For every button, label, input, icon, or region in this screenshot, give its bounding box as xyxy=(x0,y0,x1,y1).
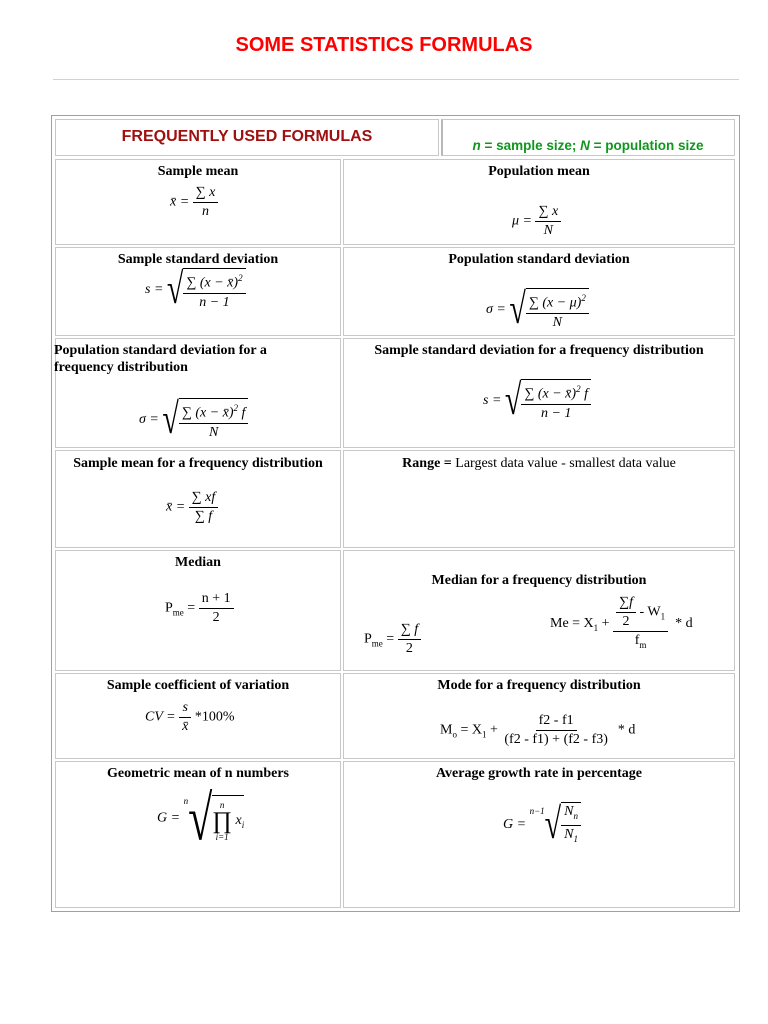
label-median-freq: Median for a frequency distribution xyxy=(431,573,647,588)
size-legend: n = sample size; N = population size xyxy=(472,138,704,153)
label-population-mean: Population mean xyxy=(488,164,590,179)
label-avg-growth: Average growth rate in percentage xyxy=(435,766,643,781)
formula-sample-mean: x̄ = $\frac{\sum x}{n}$ xyxy=(170,184,218,221)
label-median: Median xyxy=(175,555,221,570)
formula-sample-sd-freq: s = √ $\frac{\sum (x - x̄)^2 f}{n - 1}$ xyxy=(483,379,591,423)
label-range: Range = Largest data value - smallest data value xyxy=(402,456,676,471)
label-population-sd: Population standard deviation xyxy=(448,252,630,267)
label-sample-mean: Sample mean xyxy=(157,164,239,179)
label-sample-sd-freq: Sample standard deviation for a frequency distribution xyxy=(374,343,704,358)
formula-median-freq-pme: $P_{me}$ = $\frac{\sum f}{2}$ xyxy=(364,621,421,658)
formula-population-sd-freq: σ = √ $\frac{\sum (x - x̄)^2 f}{N}$ xyxy=(139,398,248,442)
label-sample-mean-freq: Sample mean for a frequency distribution xyxy=(73,456,323,471)
formula-median-freq-me: $Me = X_1$ + $\frac{\sum f}{2}$ - $W_1$ $f_m$ * d xyxy=(550,595,693,650)
label-sample-sd: Sample standard deviation xyxy=(117,252,279,267)
formula-avg-growth: G = $^{n-1}$ √ $\frac{N_n}{N_1}$ xyxy=(503,802,581,848)
label-mode-freq: Mode for a frequency distribution xyxy=(437,678,641,693)
formula-mode-freq: $M_o = X_1$ + $\frac{f2 - f1}{(f2 - f1) + (f2 - f3)}$ * d xyxy=(440,713,636,747)
formula-sample-sd: s = √ $\frac{\sum (x - x̄)^2}{n - 1}$ xyxy=(145,268,246,312)
label-geometric-mean: Geometric mean of n numbers xyxy=(107,766,289,781)
title-divider xyxy=(53,79,739,80)
formula-median: $P_{me}$ = $\frac{n + 1}{2}$ xyxy=(165,590,234,627)
label-population-sd-freq: Population standard deviation for a frequency distribution xyxy=(54,343,267,375)
formula-population-mean: μ = $\frac{\sum x}{N}$ xyxy=(512,203,561,240)
page-title: SOME STATISTICS FORMULAS xyxy=(235,34,533,56)
label-sample-cv: Sample coefficient of variation xyxy=(106,678,290,693)
table-heading: FREQUENTLY USED FORMULAS xyxy=(121,128,373,145)
formula-population-sd: σ = √ $\frac{\sum (x - \mu)^2}{N}$ xyxy=(486,288,589,332)
formula-sample-cv: CV = $\frac{s}{x̄}$ *100% xyxy=(145,700,235,734)
formula-geometric-mean: G = $^n$ √ n ∏ i=1 $x_i$ xyxy=(157,782,245,854)
formula-sample-mean-freq: x̄ = $\frac{\sum xf}{\sum f}$ xyxy=(166,489,218,526)
